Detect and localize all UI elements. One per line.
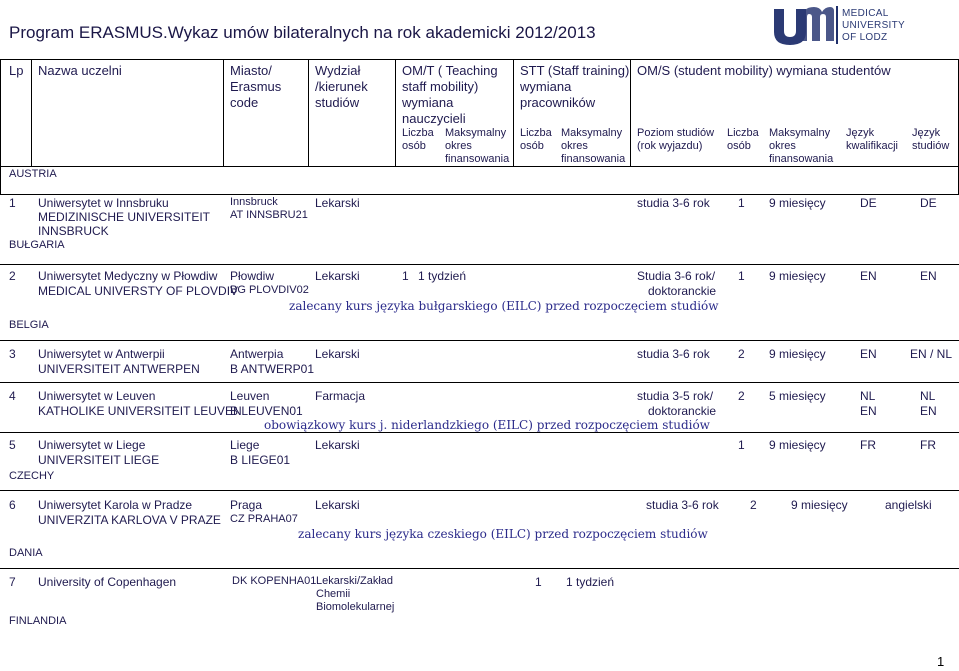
row3-lp: 3	[9, 347, 16, 361]
country-dania: DANIA	[9, 547, 43, 559]
row3-faculty: Lekarski	[315, 347, 360, 361]
row4-lp: 4	[9, 389, 16, 403]
row6-name: Uniwersytet Karola w Pradze	[38, 498, 193, 512]
header-oms-sub3-1: Maksymalny	[769, 127, 831, 139]
row4-level: studia 3-5 rok/	[637, 389, 714, 403]
row2-city: Płowdiw	[230, 269, 275, 283]
row1-name2: MEDIZINISCHE UNIVERSITEIT	[38, 210, 211, 224]
row4-note: obowiązkowy kurs j. niderlandzkiego (EILC) przed rozpoczęciem studiów	[264, 418, 710, 432]
logo-line-3: OF LODZ	[842, 32, 888, 43]
header-stt-sub2-2: okres	[561, 140, 588, 152]
header-stt-1: STT (Staff training)	[520, 63, 630, 78]
header-oms-sub5-1: Język	[912, 127, 941, 139]
row3-period: 9 miesięcy	[769, 347, 826, 361]
row7-faculty2: Chemii	[316, 588, 351, 600]
header-omt-1: OM/T ( Teaching	[402, 63, 498, 78]
header-wydzial-1: Wydział	[315, 63, 361, 78]
row1-faculty: Lekarski	[315, 196, 360, 210]
row4-code: B LEUVEN01	[230, 404, 303, 418]
logo-line-2: UNIVERSITY	[842, 20, 906, 31]
header-stt-2: wymiana	[520, 79, 572, 94]
row1-code: AT INNSBRU21	[230, 209, 308, 221]
header-nazwa: Nazwa uczelni	[38, 63, 122, 78]
row-divider	[0, 194, 959, 195]
row7-t-persons: 1	[535, 575, 542, 589]
header-omt-sub1-1: Liczba	[402, 127, 434, 139]
row3-code: B ANTWERP01	[230, 362, 315, 376]
row4-period: 5 miesięcy	[769, 389, 826, 403]
row1-persons: 1	[738, 196, 745, 210]
row6-faculty: Lekarski	[315, 498, 360, 512]
row2-name2: MEDICAL UNIVERSTY OF PLOVDIV	[38, 284, 239, 298]
header-oms-sub4-1: Język	[846, 127, 875, 139]
row6-lp: 6	[9, 498, 16, 512]
header-wydzial-2: /kierunek	[315, 79, 368, 94]
row5-name: Uniwersytet w Liege	[38, 438, 146, 452]
row5-name2: UNIVERSITEIT LIEGE	[38, 453, 160, 467]
row2-lang-s: EN	[920, 269, 937, 283]
row6-code: CZ PRAHA07	[230, 513, 298, 525]
row2-t-persons: 1	[402, 269, 409, 283]
header-lp: Lp	[9, 63, 24, 78]
header-oms-sub1-1: Poziom studiów	[637, 127, 715, 139]
header-oms-sub1-2: (rok wyjazdu)	[637, 140, 703, 152]
header-oms-sub5-2: studiów	[912, 140, 950, 152]
row4-lang-q: NL	[860, 389, 876, 403]
header-omt-sub2-1: Maksymalny	[445, 127, 507, 139]
row4-city: Leuven	[230, 389, 270, 403]
row3-name2: UNIVERSITEIT ANTWERPEN	[38, 362, 200, 376]
header-stt-3: pracowników	[520, 95, 596, 110]
row7-t-period: 1 tydzień	[566, 575, 615, 589]
university-logo-icon	[772, 5, 834, 45]
row5-code: B LIEGE01	[230, 453, 291, 467]
row5-city: Liege	[230, 438, 260, 452]
logo-divider	[836, 6, 838, 44]
row4-level2: doktoranckie	[648, 404, 717, 418]
row1-period: 9 miesięcy	[769, 196, 826, 210]
row4-name: Uniwersytet w Leuven	[38, 389, 156, 403]
header-omt-4: nauczycieli	[402, 111, 466, 126]
row7-lp: 7	[9, 575, 16, 589]
row3-lang-q: EN	[860, 347, 877, 361]
header-oms-sub2-1: Liczba	[727, 127, 759, 139]
country-czechy: CZECHY	[9, 470, 55, 482]
header-omt-3: wymiana	[402, 95, 454, 110]
row5-lang-q: FR	[860, 438, 876, 452]
row1-name: Uniwersytet w Innsbruku	[38, 196, 169, 210]
row7-faculty3: Biomolekularnej	[316, 601, 395, 613]
row4-persons: 2	[738, 389, 745, 403]
row2-name: Uniwersytet Medyczny w Płowdiw	[38, 269, 218, 283]
row2-lp: 2	[9, 269, 16, 283]
row4-name2: KATHOLIKE UNIVERSITEIT LEUVEN	[38, 404, 242, 418]
row2-code: BG PLOVDIV02	[230, 284, 309, 296]
row1-lang-s: DE	[920, 196, 937, 210]
header-oms-sub4-2: kwalifikacji	[846, 140, 898, 152]
row2-t-period: 1 tydzień	[418, 269, 467, 283]
row-divider	[0, 264, 959, 265]
row1-lang-q: DE	[860, 196, 877, 210]
row3-level: studia 3-6 rok	[637, 347, 710, 361]
row-divider	[0, 432, 959, 433]
row1-city: Innsbruck	[230, 196, 278, 208]
row2-faculty: Lekarski	[315, 269, 360, 283]
row1-level: studia 3-6 rok	[637, 196, 710, 210]
row4-lang-q2: EN	[860, 404, 877, 418]
row2-level: Studia 3-6 rok/	[637, 269, 716, 283]
row6-name2: UNIVERZITA KARLOVA V PRAZE	[38, 513, 221, 527]
logo-line-1: MEDICAL	[842, 8, 889, 19]
row6-lang-s: angielski	[885, 498, 932, 512]
header-stt-sub2-3: finansowania	[561, 153, 626, 165]
row2-note: zalecany kurs języka bułgarskiego (EILC) przed rozpoczęciem studiów	[289, 299, 719, 313]
header-miasto-3: code	[230, 95, 259, 110]
row3-lang-s: EN / NL	[910, 347, 953, 361]
row5-faculty: Lekarski	[315, 438, 360, 452]
country-austria: AUSTRIA	[9, 168, 57, 180]
row3-city: Antwerpia	[230, 347, 284, 361]
header-omt-sub1-2: osób	[402, 140, 426, 152]
row2-level2: doktoranckie	[648, 284, 717, 298]
header-omt-sub2-3: finansowania	[445, 153, 510, 165]
row4-faculty: Farmacja	[315, 389, 366, 403]
row2-persons: 1	[738, 269, 745, 283]
header-stt-sub1-1: Liczba	[520, 127, 552, 139]
row1-lp: 1	[9, 196, 16, 210]
row-divider	[0, 340, 959, 341]
row6-level: studia 3-6 rok	[646, 498, 719, 512]
country-bulgaria: BUŁGARIA	[9, 239, 65, 251]
header-wydzial-3: studiów	[315, 95, 360, 110]
row2-period: 9 miesięcy	[769, 269, 826, 283]
row6-persons: 2	[750, 498, 757, 512]
header-omt-sub2-2: okres	[445, 140, 472, 152]
row6-city: Praga	[230, 498, 263, 512]
header-oms-sub2-2: osób	[727, 140, 751, 152]
row-divider	[0, 382, 959, 383]
row-divider	[0, 568, 959, 569]
header-omt-2: staff mobility)	[402, 79, 479, 94]
row3-name: Uniwersytet w Antwerpii	[38, 347, 165, 361]
country-belgia: BELGIA	[9, 319, 49, 331]
row5-persons: 1	[738, 438, 745, 452]
row7-faculty: Lekarski/Zakład	[316, 575, 394, 587]
country-finlandia: FINLANDIA	[9, 615, 67, 627]
header-oms: OM/S (student mobility) wymiana studentów	[637, 63, 891, 78]
header-miasto-2: Erasmus	[230, 79, 282, 94]
row6-note: zalecany kurs języka czeskiego (EILC) przed rozpoczęciem studiów	[298, 527, 708, 541]
row5-period: 9 miesięcy	[769, 438, 826, 452]
row4-lang-s: NL	[920, 389, 936, 403]
row4-lang-s2: EN	[920, 404, 937, 418]
header-stt-sub2-1: Maksymalny	[561, 127, 623, 139]
header-oms-sub3-3: finansowania	[769, 153, 834, 165]
row2-lang-q: EN	[860, 269, 877, 283]
row-divider	[0, 490, 959, 491]
row6-period: 9 miesięcy	[791, 498, 848, 512]
header-miasto-1: Miasto/	[230, 63, 272, 78]
header-oms-sub3-2: okres	[769, 140, 796, 152]
page-number: 1	[937, 654, 945, 669]
header-stt-sub1-2: osób	[520, 140, 544, 152]
row3-persons: 2	[738, 347, 745, 361]
row7-name: University of Copenhagen	[38, 575, 177, 589]
page-title: Program ERASMUS.Wykaz umów bilateralnych na rok akademicki 2012/2013	[9, 23, 596, 42]
row5-lp: 5	[9, 438, 16, 452]
row7-code: DK KOPENHA01	[232, 575, 317, 587]
row1-name3: INNSBRUCK	[38, 224, 109, 238]
row5-lang-s: FR	[920, 438, 936, 452]
